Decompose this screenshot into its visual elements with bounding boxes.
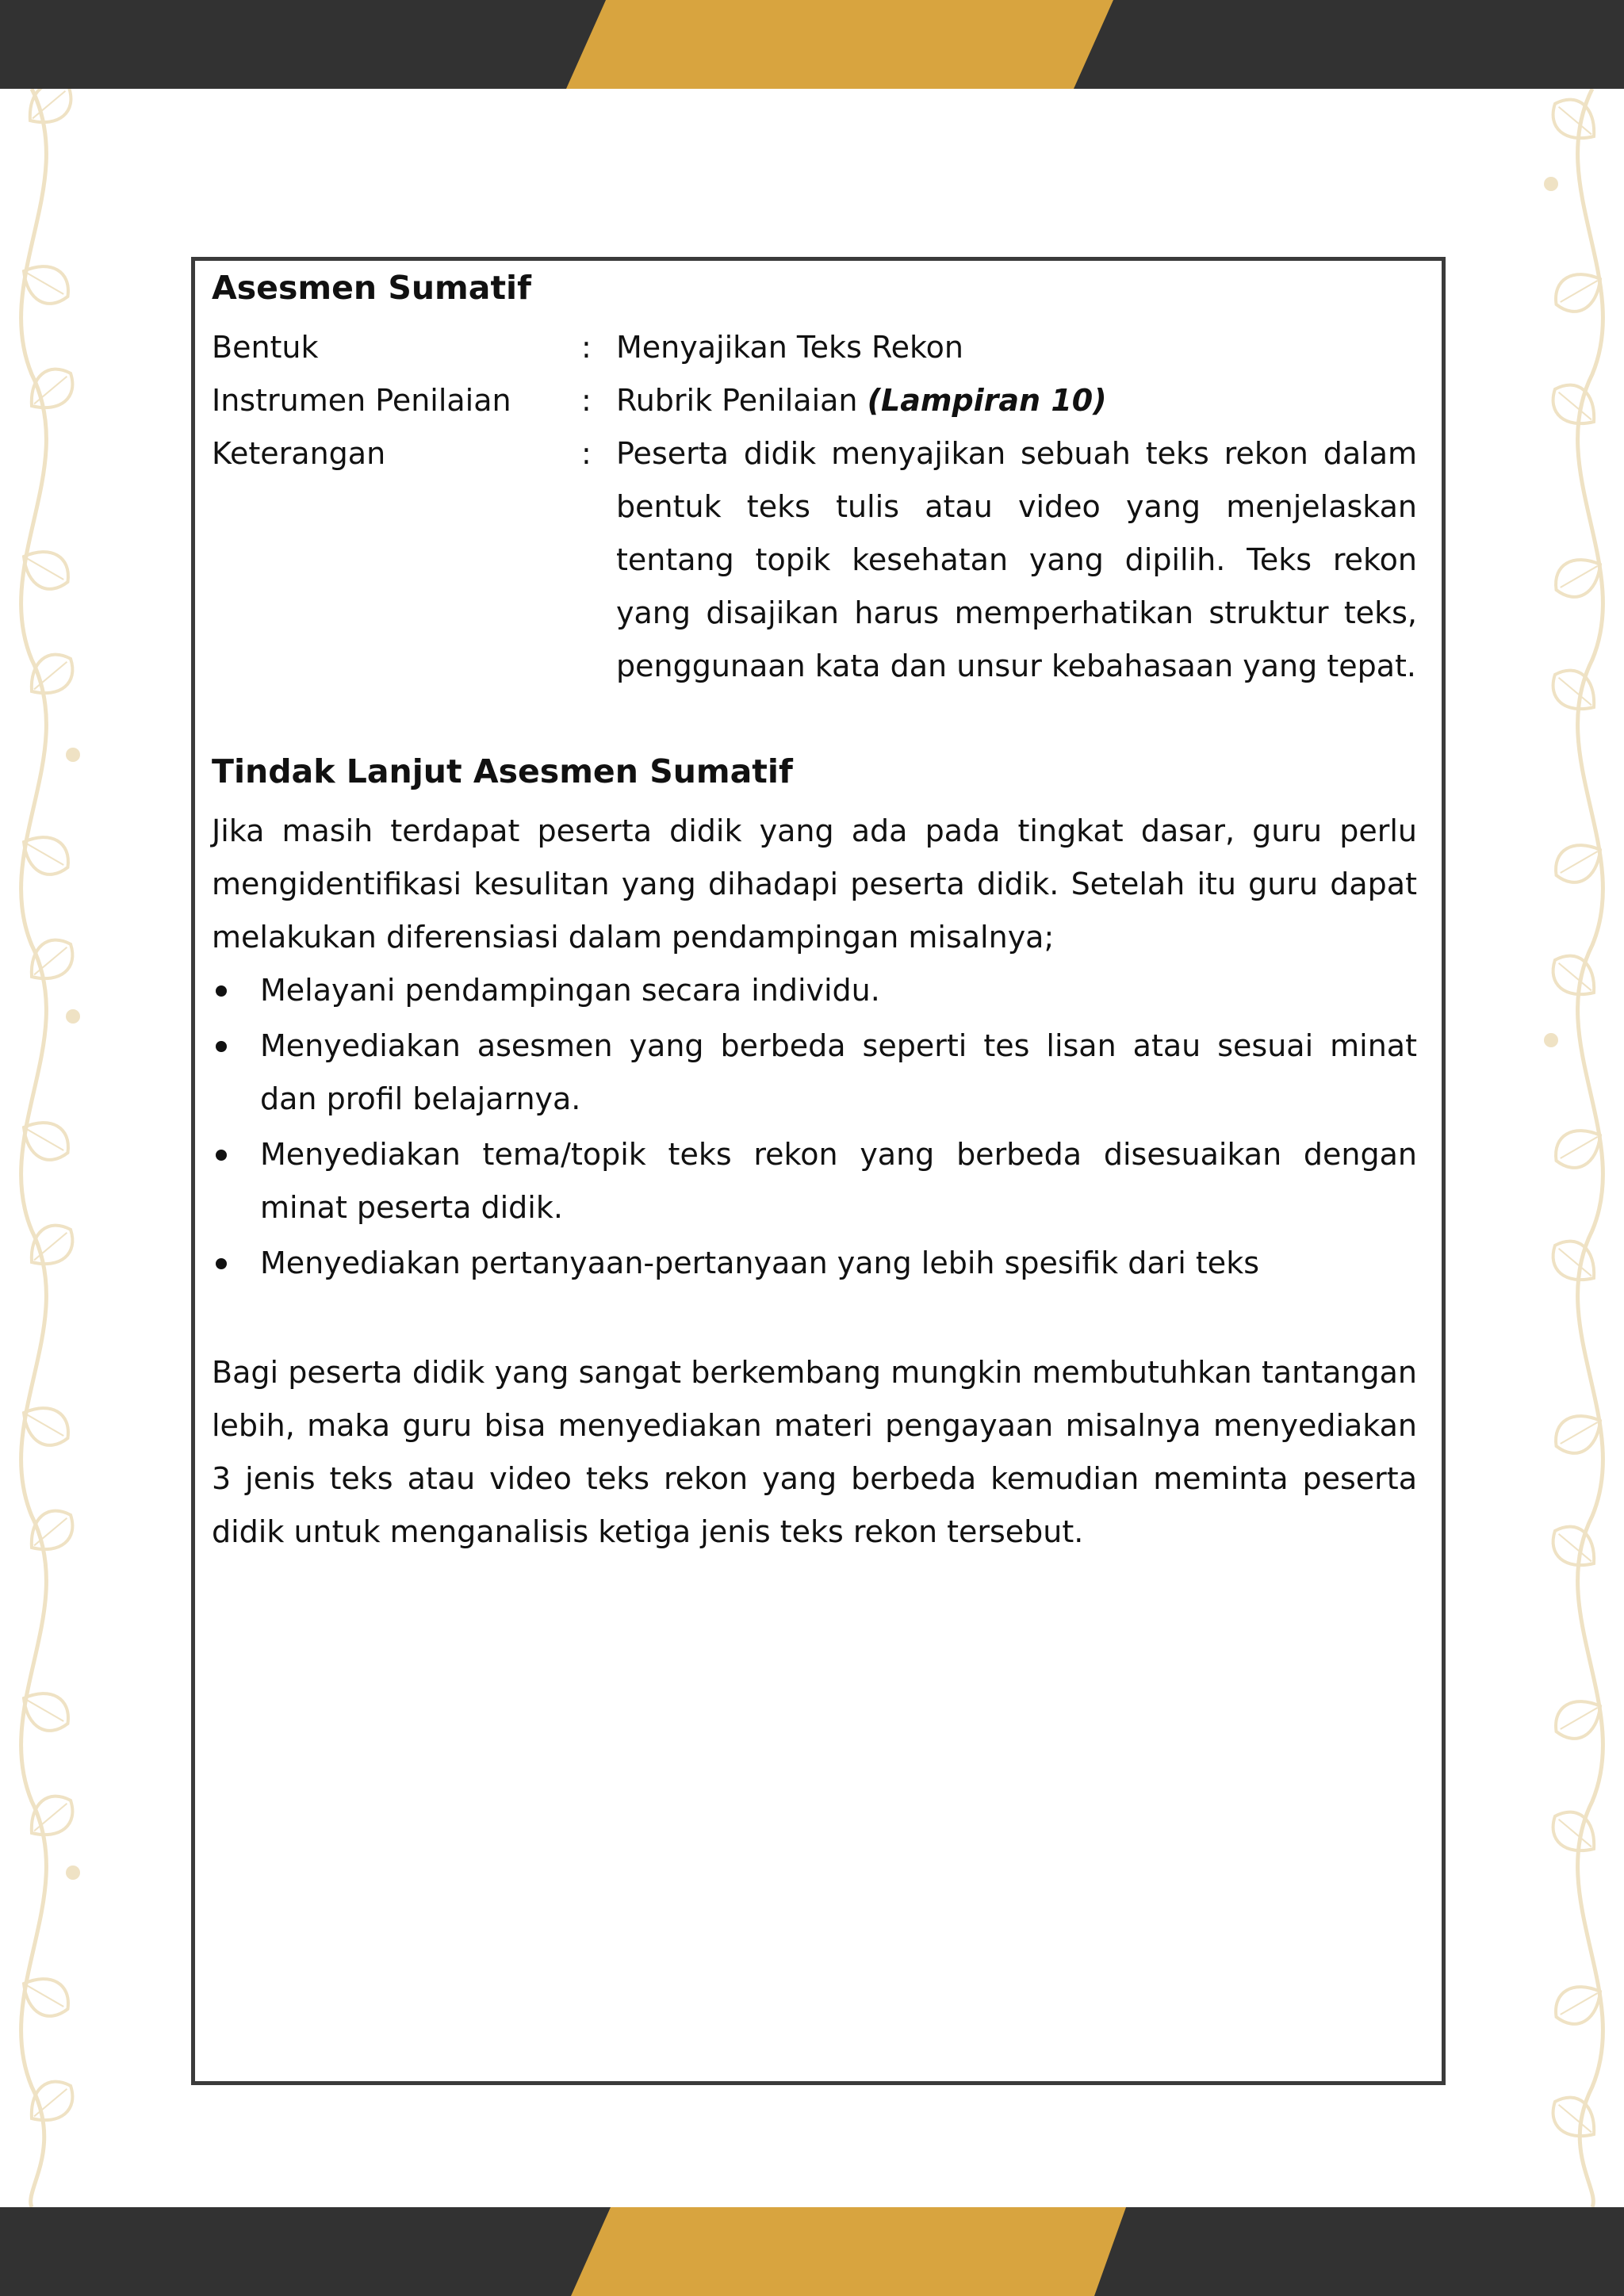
row-key: Keterangan [212,436,386,471]
header-band [0,0,1624,89]
footer-band [0,2207,1624,2296]
footer-band-graphic [0,2207,1624,2296]
footer-gold-stripe [571,2207,1126,2296]
row-value-emphasis: (Lampiran 10) [867,383,1107,418]
list-item-text: Menyediakan tema/topik teks rekon yang berbeda disesuaikan dengan minat peserta didik. [260,1137,1417,1225]
row-colon: : [581,436,592,471]
bullet-icon [216,1150,227,1161]
content-box [191,257,1446,2085]
floral-vine-icon [0,89,87,2207]
row-colon: : [581,383,592,418]
list-item [212,964,1417,1017]
tindak-lanjut-bullets [212,964,1417,1292]
list-item-text: Menyediakan pertanyaan-pertanyaan yang lebih spesifik dari teks [260,1246,1259,1280]
list-item-text: Melayani pendampingan secara individu. [260,973,880,1008]
row-value [616,374,1417,427]
tindak-lanjut-title: Tindak Lanjut Asesmen Sumatif [212,752,793,790]
bullet-icon [216,1041,227,1052]
floral-vine-icon [1537,89,1624,2207]
list-item [212,1128,1417,1234]
asesmen-title: Asesmen Sumatif [212,269,531,307]
header-gold-stripe [566,0,1113,89]
row-value: Peserta didik menyajikan sebuah teks rekon dalam bentuk teks tulis atau video yang menjelaskan tentang topik kesehatan yang dipilih. Teks rekon yang disajikan harus memperhatikan struktur teks, penggunaan kata dan unsur kebahasaan yang tepat. [616,436,1417,683]
list-item [212,1020,1417,1126]
bullet-icon [216,1258,227,1269]
row-value-text: Rubrik Penilaian [616,383,858,418]
row-value: Menyajikan Teks Rekon [616,330,964,365]
header-band-graphic [0,0,1624,89]
bullet-icon [216,985,227,997]
list-item [212,1237,1417,1290]
tindak-lanjut-intro: Jika masih terdapat peserta didik yang ada pada tingkat dasar, guru perlu mengidentifikasi kesulitan yang dihadapi peserta didik. Setelah itu guru dapat melakukan diferensiasi dalam pendampingan misalnya; [212,813,1417,955]
row-key: Instrumen Penilaian [212,383,511,418]
list-item-text: Menyediakan asesmen yang berbeda seperti tes lisan atau sesuai minat dan profil belajarnya. [260,1028,1417,1116]
tindak-lanjut-closing: Bagi peserta didik yang sangat berkembang mungkin membutuhkan tantangan lebih, maka guru bisa menyediakan materi pengayaan misalnya menyediakan 3 jenis teks atau video teks rekon yang berbeda kemudian meminta peserta didik untuk menganalisis ketiga jenis teks rekon tersebut. [212,1355,1417,1549]
row-key: Bentuk [212,330,319,365]
row-colon: : [581,330,592,365]
